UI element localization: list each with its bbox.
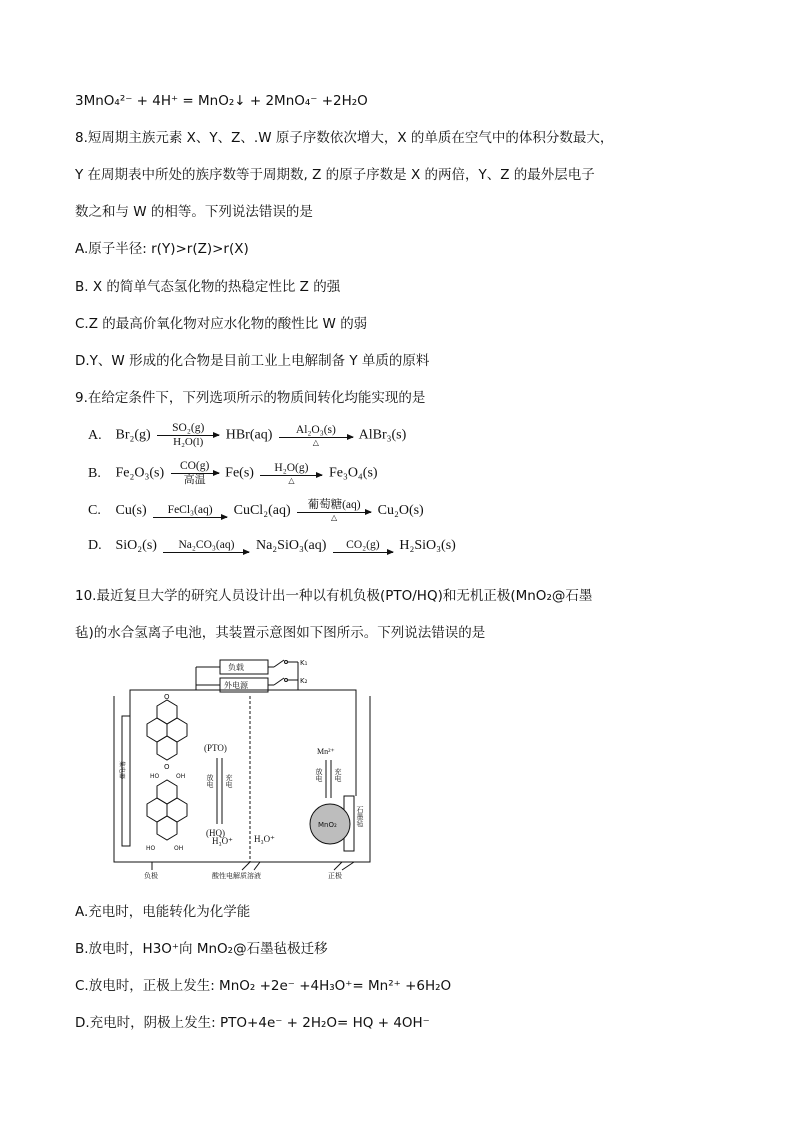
q10-stem-line-2: 毡)的水合氢离子电池，其装置示意图如下图所示。下列说法错误的是	[75, 625, 486, 641]
hq-label: (HQ)	[206, 828, 225, 838]
q8-option-a: A.原子半径: r(Y)>r(Z)>r(X)	[75, 241, 249, 257]
arrow-condition-top: Al₂O₃(s)	[295, 423, 336, 436]
external-power-label: 外电源	[224, 681, 248, 690]
q10-option-b: B.放电时，H3O⁺向 MnO₂@石墨毡极迁移	[75, 941, 328, 957]
current-collector	[122, 716, 130, 846]
substance: Na₂SiO₃(aq)	[255, 538, 327, 553]
arrow-condition-top: SO₂(g)	[172, 422, 205, 434]
substance: Fe₂O₃(s)	[115, 465, 165, 481]
collector-label: 集电器	[118, 761, 125, 780]
substance: Cu₂O(s)	[377, 503, 424, 519]
q9-option-label: D.	[88, 538, 102, 553]
q8-stem-line-1: 8.短周期主族元素 X、Y、Z、.W 原子序数依次增大，X 的单质在空气中的体积分数最大，	[75, 130, 614, 146]
reaction-arrow	[153, 504, 227, 518]
substance: CuCl₂(aq)	[233, 503, 291, 519]
graphite-felt-label: 石墨毡	[356, 806, 364, 827]
arrow-condition-top: 葡萄糖(aq)	[307, 499, 361, 511]
arrow-condition-bottom: △	[312, 437, 319, 447]
arrow-condition-bottom: 高温	[183, 474, 206, 486]
arrow-condition-bottom: △	[288, 475, 295, 485]
mn2-label: Mn²⁺	[317, 747, 335, 756]
arrow-condition-top: FeCl₃(aq)	[167, 504, 213, 516]
q8-option-d: D.Y、W 形成的化合物是目前工业上电解制备 Y 单质的原料	[75, 353, 430, 369]
reaction-arrow	[297, 499, 371, 523]
substance: HBr(aq)	[225, 427, 273, 443]
q10-option-a: A.充电时，电能转化为化学能	[75, 904, 251, 920]
q9-option-a	[88, 422, 406, 449]
ho-label: HO	[150, 773, 160, 780]
arrow-condition-bottom: △	[331, 513, 338, 522]
substance: SiO₂(s)	[115, 538, 157, 553]
electrolyte-label: 酸性电解质溶液	[212, 872, 261, 880]
charge-label: 充电	[334, 768, 342, 782]
reaction-arrow	[333, 539, 393, 553]
q9-option-label: B.	[88, 465, 101, 481]
substance: Cu(s)	[115, 503, 147, 519]
discharge-label: 放电	[206, 774, 214, 788]
q10-stem-line-1: 10.最近复旦大学的研究人员设计出一种以有机负极(PTO/HQ)和无机正极(MnO₂@石墨	[75, 588, 593, 604]
load-label: 负载	[228, 663, 244, 672]
q9-option-label: A.	[88, 427, 102, 443]
q8-option-c: C.Z 的最高价氧化物对应水化物的酸性比 W 的弱	[75, 316, 368, 332]
ho-label: HO	[146, 845, 156, 852]
q8-stem-line-3: 数之和与 W 的相等。下列说法错误的是	[75, 204, 313, 220]
q9-option-label: C.	[88, 503, 101, 519]
q8-option-b: B. X 的简单气态氢化物的热稳定性比 Z 的强	[75, 279, 341, 295]
o-label: O	[164, 693, 170, 701]
arrow-condition-top: CO₂(g)	[346, 538, 380, 551]
negative-electrode-label: 负极	[144, 872, 158, 880]
substance: AlBr₃(s)	[358, 427, 407, 443]
arrow-condition-top: Na₂CO₃(aq)	[178, 538, 235, 551]
q8-stem-line-2: Y 在周期表中所处的族序数等于周期数, Z 的原子序数是 X 的两倍，Y、Z 的最外层电子	[75, 167, 595, 183]
reaction-arrow	[157, 422, 219, 449]
q9-option-d	[88, 538, 456, 554]
h3o-label: H₃O⁺	[254, 834, 275, 844]
q9-stem: 9.在给定条件下，下列选项所示的物质间转化均能实现的是	[75, 390, 426, 406]
reaction-arrow	[260, 462, 322, 486]
arrow-condition-bottom: H₂O(l)	[173, 436, 204, 448]
oh-label: OH	[174, 845, 184, 852]
charge-label: 充电	[225, 774, 233, 788]
q9-option-b	[88, 460, 378, 487]
o-label: O	[164, 763, 170, 771]
battery-diagram	[112, 656, 374, 881]
arrow-condition-top: CO(g)	[179, 460, 210, 472]
oh-label: OH	[176, 773, 186, 780]
substance: Br₂(g)	[115, 427, 151, 443]
reaction-arrow	[163, 539, 249, 553]
discharge-label: 放电	[315, 768, 323, 782]
h3o-label: H₃O⁺	[212, 836, 233, 846]
positive-electrode-label: 正极	[328, 872, 342, 880]
pto-label: (PTO)	[204, 743, 227, 753]
reaction-arrow	[171, 460, 219, 487]
q9-option-c	[88, 499, 424, 523]
substance: H₂SiO₃(s)	[399, 538, 456, 553]
k1-label: K₁	[300, 659, 308, 667]
q10-option-c: C.放电时，正极上发生: MnO₂ +2e⁻ +4H₃O⁺= Mn²⁺ +6H₂O	[75, 978, 452, 994]
substance: Fe₃O₄(s)	[328, 465, 378, 481]
top-equation: 3MnO₄²⁻ + 4H⁺ = MnO₂↓ + 2MnO₄⁻ +2H₂O	[75, 93, 368, 109]
k2-label: K₂	[300, 677, 308, 685]
substance: Fe(s)	[225, 465, 254, 481]
mno2-label: MnO₂	[318, 821, 337, 829]
arrow-condition-top: H₂O(g)	[274, 461, 309, 474]
q10-option-d: D.充电时，阴极上发生: PTO+4e⁻ + 2H₂O= HQ + 4OH⁻	[75, 1015, 430, 1031]
reaction-arrow	[279, 424, 353, 448]
